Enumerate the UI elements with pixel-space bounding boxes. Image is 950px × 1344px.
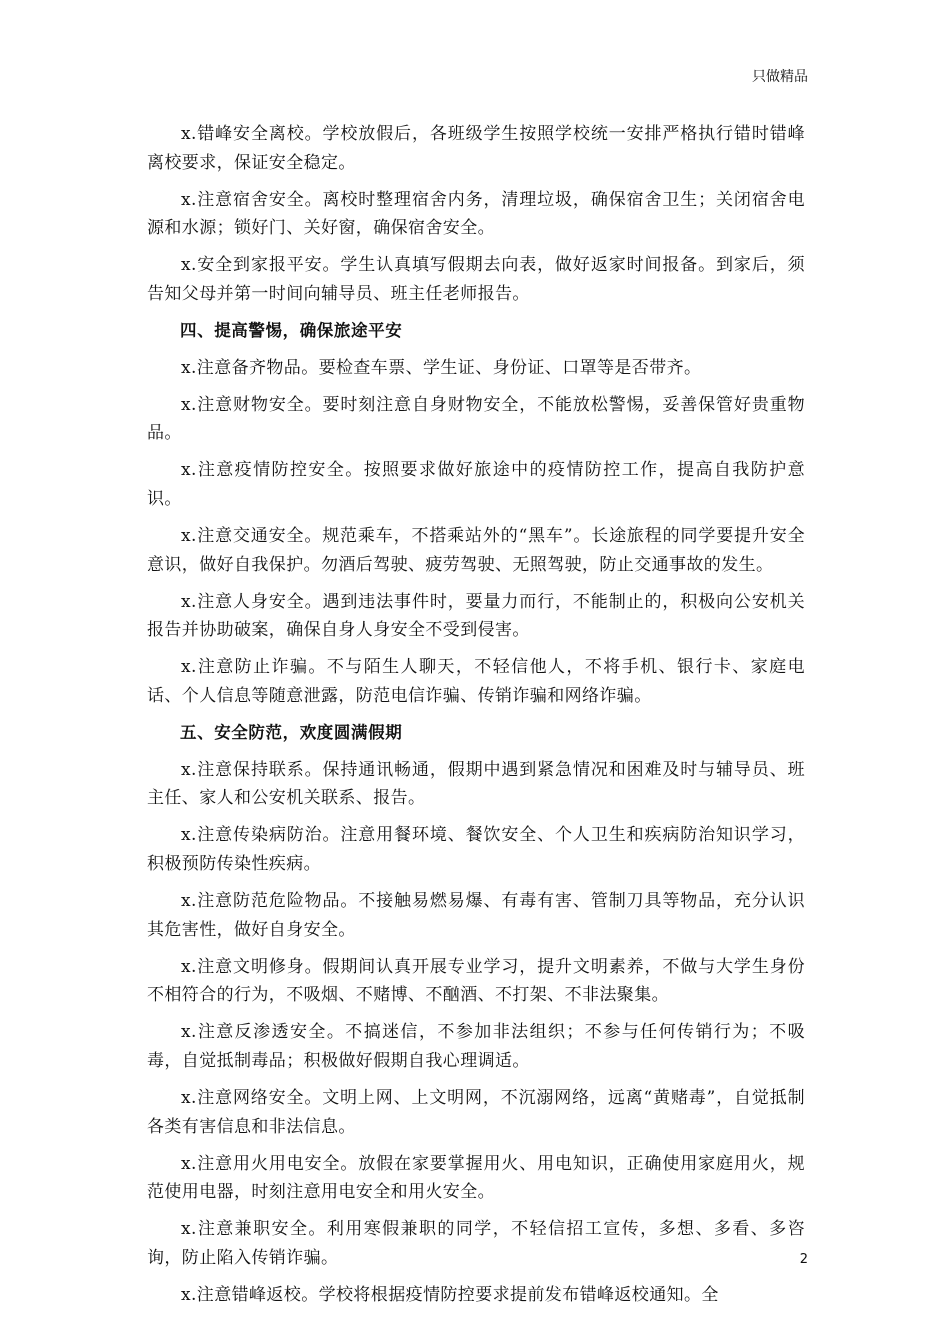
paragraph: x.注意财物安全。要时刻注意自身财物安全，不能放松警惕，妥善保管好贵重物品。 bbox=[147, 394, 805, 444]
paragraph: x.注意防止诈骗。不与陌生人聊天，不轻信他人，不将手机、银行卡、家庭电话、个人信息等随意泄露，防范电信诈骗、传销诈骗和网络诈骗。 bbox=[147, 657, 805, 706]
section-heading: 五、安全防范，欢度圆满假期 bbox=[180, 723, 403, 743]
paragraph: x.注意传染病防治。注意用餐环境、餐饮安全、个人卫生和疾病防治知识学习，积极预防传染性疾病。 bbox=[147, 825, 805, 874]
page-header: 只做精品 bbox=[752, 69, 808, 85]
paragraph: x.注意文明修身。假期间认真开展专业学习，提升文明素养，不做与大学生身份不相符合的行为，不吸烟、不赌博、不酗酒、不打架、不非法聚集。 bbox=[147, 956, 805, 1006]
page-number: 2 bbox=[799, 1252, 808, 1267]
document-body bbox=[147, 120, 805, 1318]
paragraph: x.注意错峰返校。学校将根据疫情防控要求提前发布错峰返校通知。全 bbox=[181, 1285, 719, 1306]
paragraph: x.注意备齐物品。要检查车票、学生证、身份证、口罩等是否带齐。 bbox=[181, 357, 702, 378]
paragraph: x.注意防范危险物品。不接触易燃易爆、有毒有害、管制刀具等物品，充分认识其危害性，做好自身安全。 bbox=[147, 890, 805, 940]
paragraph: x.注意反渗透安全。不搞迷信，不参加非法组织；不参与任何传销行为；不吸毒，自觉抵制毒品；积极做好假期自我心理调适。 bbox=[147, 1022, 805, 1071]
section-heading: 四、提高警惕，确保旅途平安 bbox=[180, 321, 403, 341]
paragraph: x.注意网络安全。文明上网、上文明网，不沉溺网络，远离“黄赌毒”，自觉抵制各类有害信息和非法信息。 bbox=[147, 1088, 805, 1137]
paragraph: x.安全到家报平安。学生认真填写假期去向表，做好返家时间报备。到家后，须告知父母并第一时间向辅导员、班主任老师报告。 bbox=[147, 255, 805, 304]
paragraph: x.注意人身安全。遇到违法事件时，要量力而行，不能制止的，积极向公安机关报告并协助破案，确保自身人身安全不受到侵害。 bbox=[147, 591, 805, 641]
paragraph: x.注意保持联系。保持通讯畅通，假期中遇到紧急情况和困难及时与辅导员、班主任、家人和公安机关联系、报告。 bbox=[147, 759, 805, 809]
paragraph: x.注意交通安全。规范乘车，不搭乘站外的“黑车”。长途旅程的同学要提升安全意识，做好自我保护。勿酒后驾驶、疲劳驾驶、无照驾驶，防止交通事故的发生。 bbox=[147, 526, 805, 575]
paragraph: x.注意宿舍安全。离校时整理宿舍内务，清理垃圾，确保宿舍卫生；关闭宿舍电源和水源；锁好门、关好窗，确保宿舍安全。 bbox=[147, 189, 805, 239]
paragraph: x.注意兼职安全。利用寒假兼职的同学，不轻信招工宣传，多想、多看、多咨询，防止陷入传销诈骗。 bbox=[147, 1219, 805, 1268]
paragraph: x.错峰安全离校。学校放假后，各班级学生按照学校统一安排严格执行错时错峰离校要求，保证安全稳定。 bbox=[147, 124, 805, 173]
paragraph: x.注意疫情防控安全。按照要求做好旅途中的疫情防控工作，提高自我防护意识。 bbox=[147, 460, 805, 509]
paragraph: x.注意用火用电安全。放假在家要掌握用火、用电知识，正确使用家庭用火，规范使用电器，时刻注意用电安全和用火安全。 bbox=[147, 1153, 805, 1203]
